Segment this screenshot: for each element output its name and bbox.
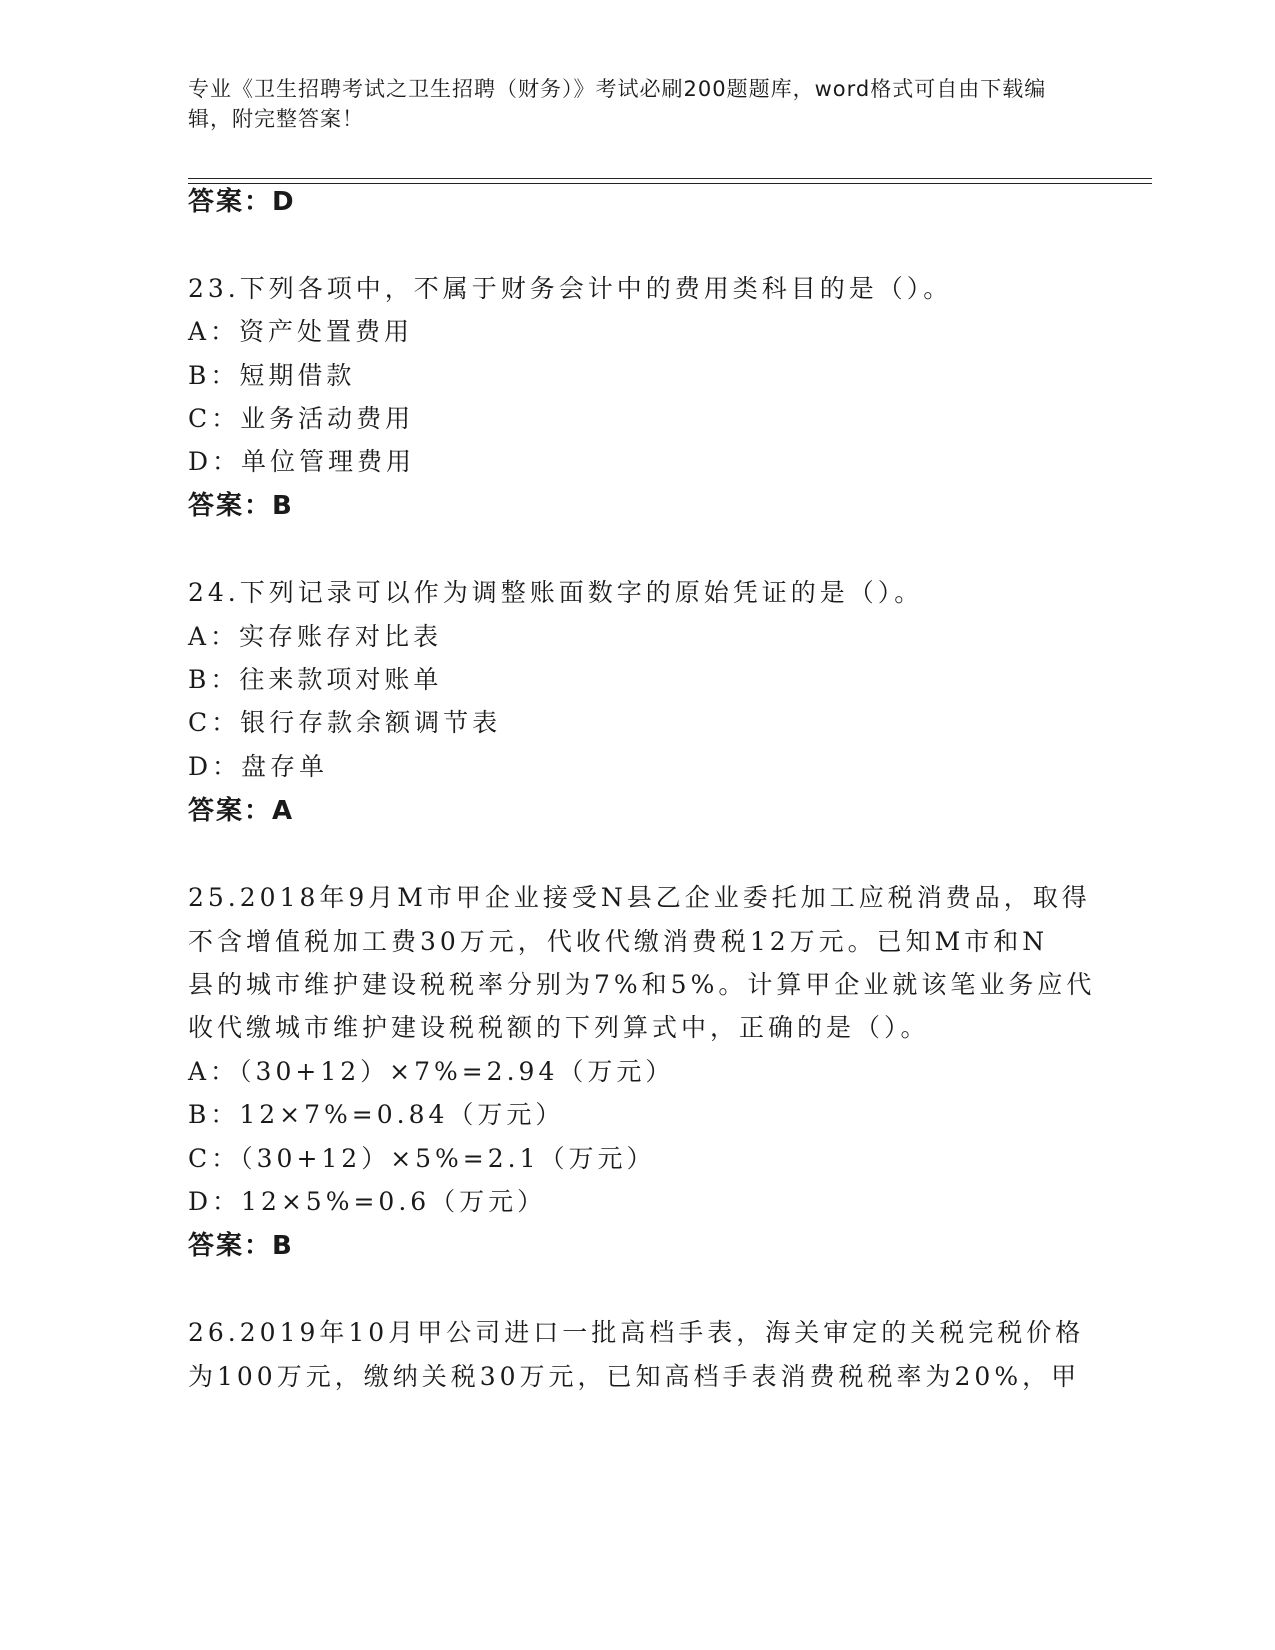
question-25-option-c: C：（30+12）×5%=2.1（万元） bbox=[188, 1144, 656, 1173]
question-23-stem: 23.下列各项中，不属于财务会计中的费用类科目的是（）。 bbox=[188, 274, 953, 303]
question-23-option-c: C：业务活动费用 bbox=[188, 404, 415, 433]
question-25-option-d: D：12×5%=0.6（万元） bbox=[188, 1187, 547, 1216]
question-23-option-b: B：短期借款 bbox=[188, 361, 356, 390]
header-divider-top bbox=[188, 178, 1152, 179]
question-24-stem: 24.下列记录可以作为调整账面数字的原始凭证的是（）。 bbox=[188, 578, 924, 607]
question-25-stem-line-2: 不含增值税加工费30万元，代收代缴消费税12万元。已知M市和N bbox=[188, 927, 1049, 956]
header-divider-bottom bbox=[188, 183, 1152, 184]
question-24-option-c: C：银行存款余额调节表 bbox=[188, 708, 502, 737]
question-26-stem-line-2: 为100万元，缴纳关税30万元，已知高档手表消费税税率为20%，甲 bbox=[188, 1362, 1081, 1391]
question-25-stem-line-3: 县的城市维护建设税税率分别为7%和5%。计算甲企业就该笔业务应代 bbox=[188, 970, 1096, 999]
question-25-option-b: B：12×7%=0.84（万元） bbox=[188, 1100, 565, 1129]
question-23-option-a: A：资产处置费用 bbox=[188, 317, 414, 346]
answer-25: 答案：B bbox=[188, 1231, 294, 1261]
answer-23: 答案：B bbox=[188, 491, 294, 521]
question-24-option-a: A：实存账存对比表 bbox=[188, 622, 443, 651]
question-25-stem-line-4: 收代缴城市维护建设税税额的下列算式中，正确的是（）。 bbox=[188, 1013, 930, 1042]
question-25-option-a: A：（30+12）×7%=2.94（万元） bbox=[188, 1057, 675, 1086]
question-24-option-b: B：往来款项对账单 bbox=[188, 665, 443, 694]
question-23-option-d: D：单位管理费用 bbox=[188, 447, 416, 476]
answer-22: 答案：D bbox=[188, 187, 296, 217]
question-26-stem-line-1: 26.2019年10月甲公司进口一批高档手表，海关审定的关税完税价格 bbox=[188, 1318, 1085, 1347]
question-25-stem-line-1: 25.2018年9月M市甲企业接受N县乙企业委托加工应税消费品，取得 bbox=[188, 883, 1091, 912]
document-header: 专业《卫生招聘考试之卫生招聘（财务）》考试必刷200题题库，word格式可自由下载编辑，附完整答案！ bbox=[188, 77, 1047, 131]
answer-24: 答案：A bbox=[188, 796, 295, 826]
question-24-option-d: D：盘存单 bbox=[188, 752, 329, 781]
